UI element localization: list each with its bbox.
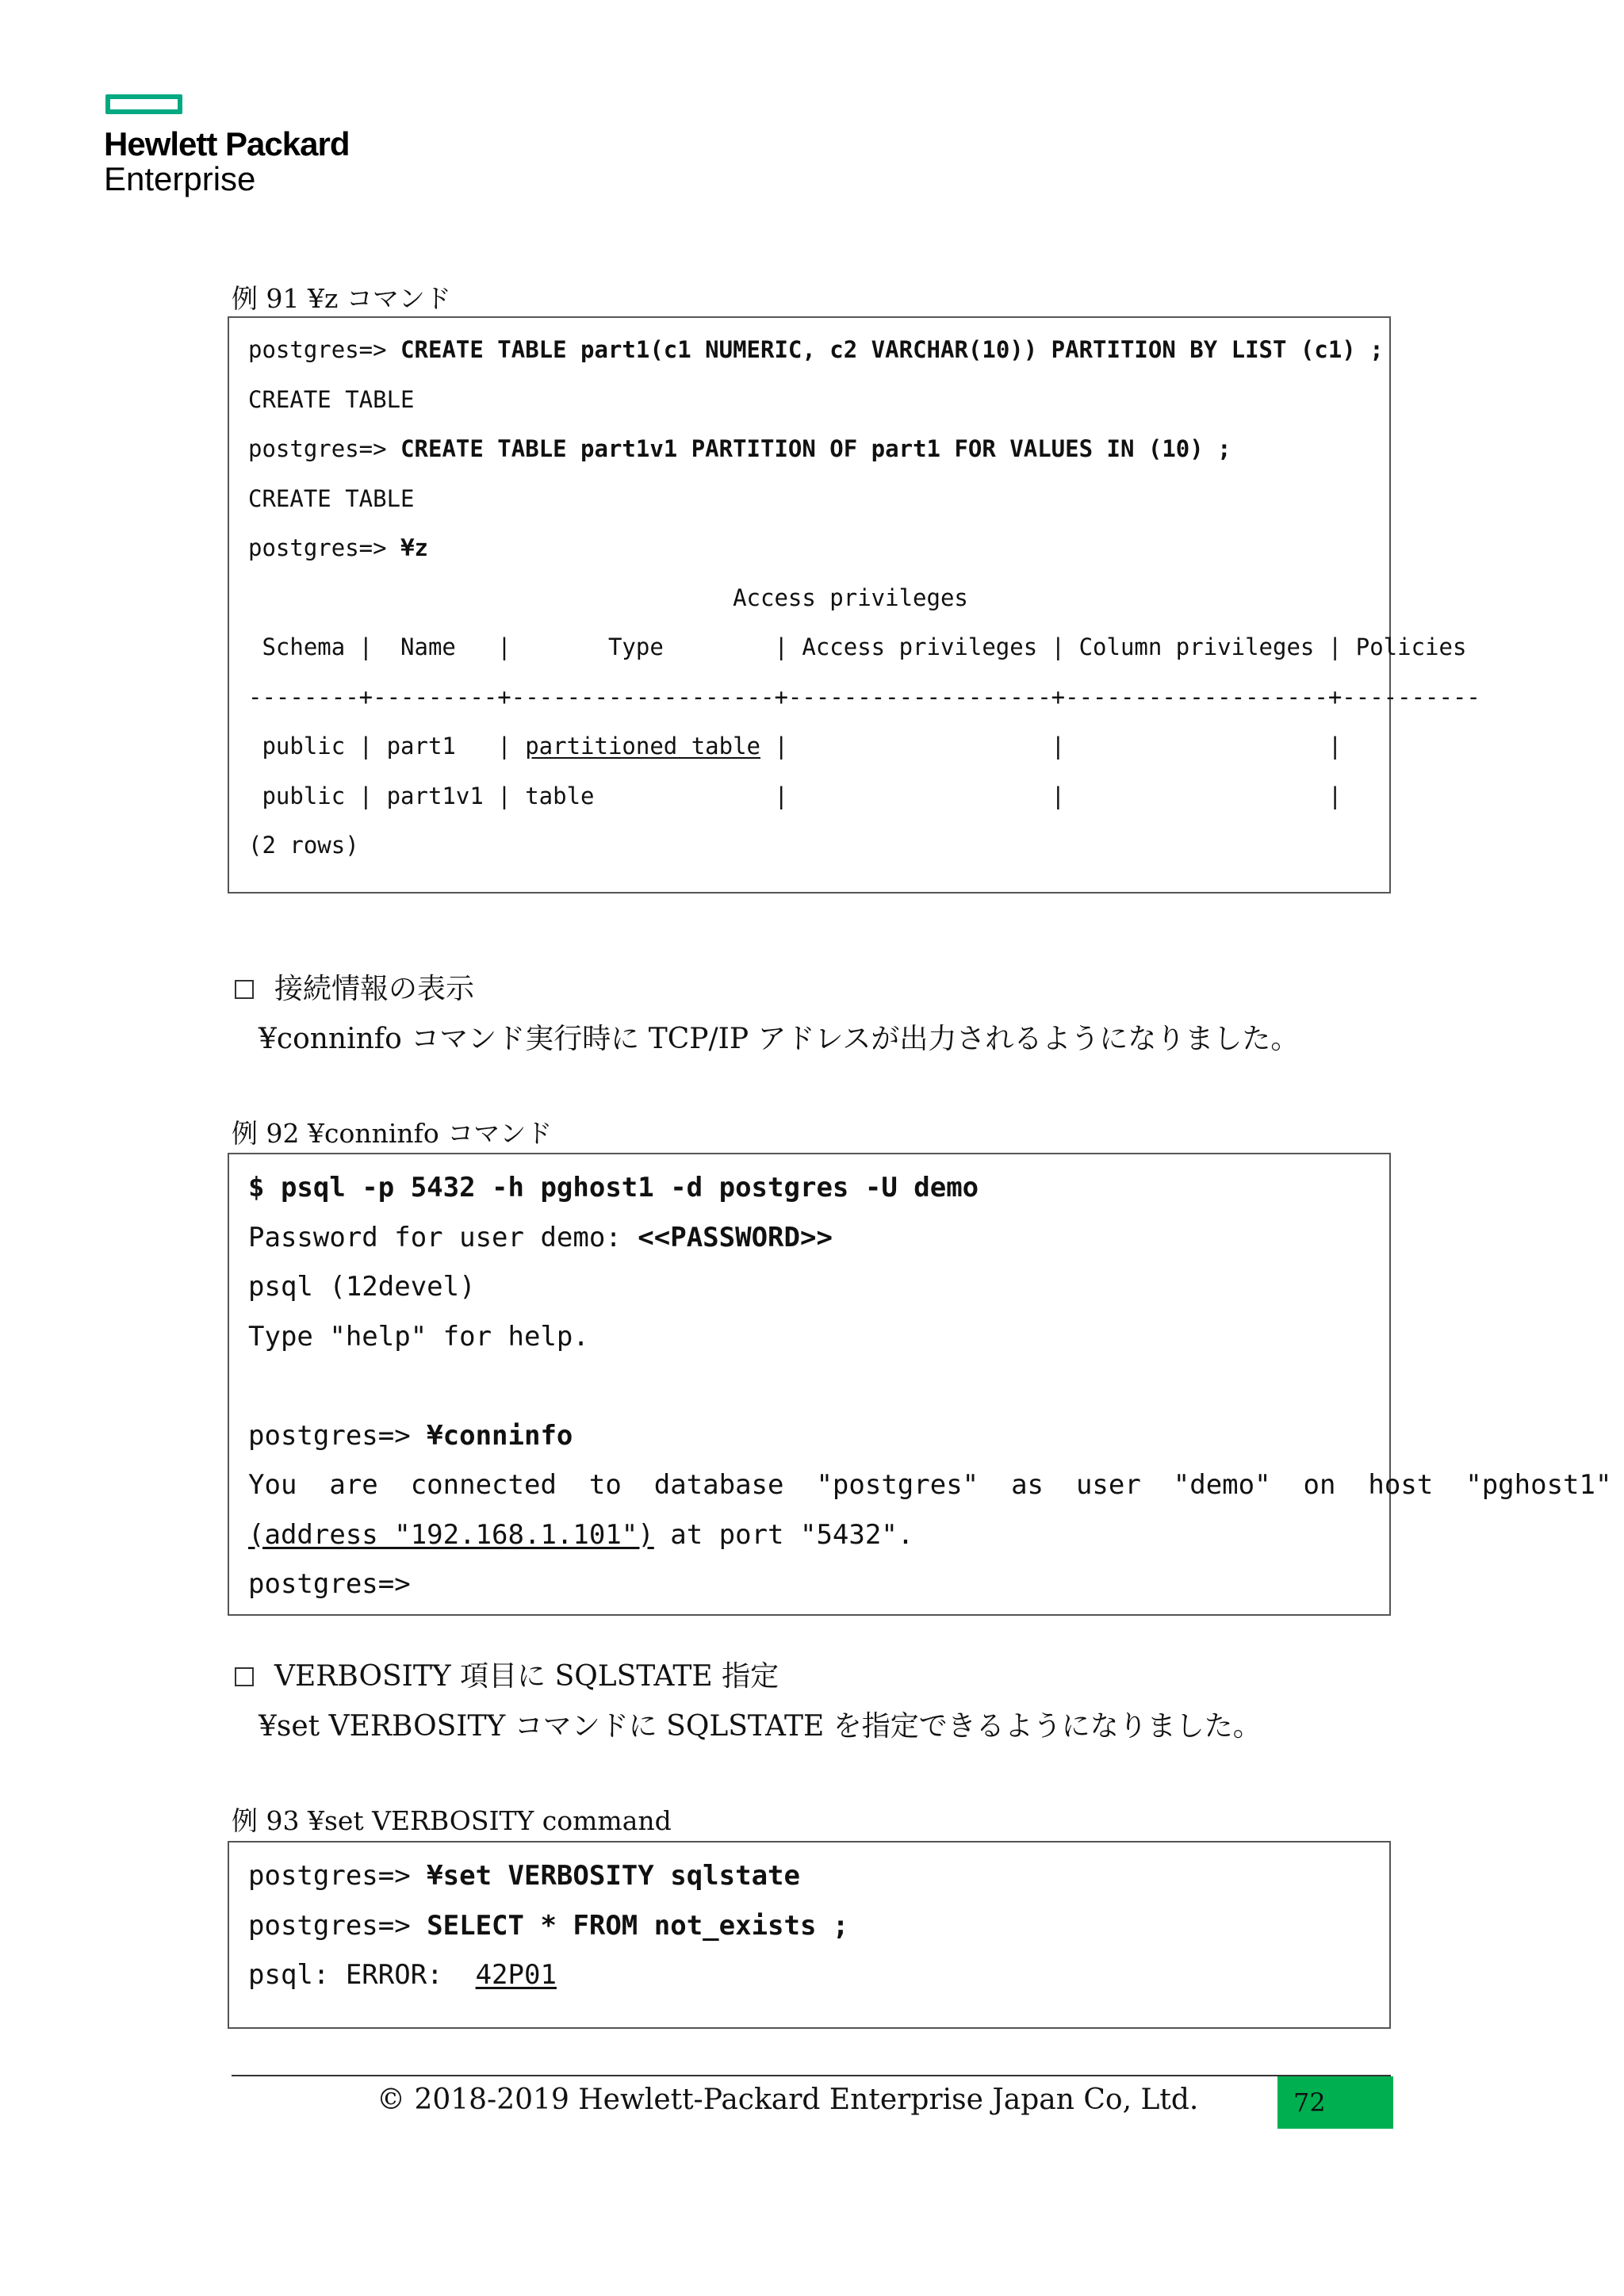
footer-copyright: © 2018-2019 Hewlett-Packard Enterprise Japan Co, Ltd.: [377, 2084, 1199, 2116]
checkbox-icon: [235, 980, 254, 999]
code-line: [248, 1568, 411, 1600]
code-text: (2 rows): [248, 832, 359, 859]
code-line: [248, 1271, 476, 1303]
section-verbosity-body: ¥set VERBOSITY コマンドに SQLSTATE を指定できるようになりました。: [259, 1710, 1262, 1743]
code-text: You are connected to database "postgres" as user "demo" on host "pghost1": [248, 1469, 1612, 1501]
example92-caption: 例 92 ¥conninfo コマンド: [232, 1118, 553, 1149]
hpe-logo: [104, 127, 349, 197]
code-prompt: Password for user demo:: [248, 1221, 638, 1253]
code-prompt: postgres=>: [248, 336, 401, 363]
section-verbosity-title: VERBOSITY 項目に SQLSTATE 指定: [274, 1660, 779, 1693]
section-conninfo-title: 接続情報の表示: [274, 973, 475, 1005]
code-line: [248, 336, 1384, 363]
code-under: (address "192.168.1.101"): [248, 1518, 654, 1551]
code-cmd: $ psql -p 5432 -h pghost1 -d postgres -U demo: [248, 1172, 979, 1203]
code-text: public | part1v1 | table | | |: [248, 782, 1342, 809]
example93-caption: 例 93 ¥set VERBOSITY command: [232, 1805, 672, 1836]
code-line: [248, 633, 1466, 660]
code-cmd: ¥set VERBOSITY sqlstate: [427, 1860, 800, 1892]
code-text: Access privileges: [248, 584, 968, 611]
code-text: postgres=>: [248, 1568, 411, 1600]
code-prompt: postgres=>: [248, 1860, 427, 1892]
code-text: CREATE TABLE: [248, 484, 415, 512]
section-conninfo-body: ¥conninfo コマンド実行時に TCP/IP アドレスが出力されるようになりました。: [259, 1023, 1300, 1055]
code-text: CREATE TABLE: [248, 385, 415, 413]
code-under: 42P01: [475, 1959, 557, 1991]
code-cmd: <<PASSWORD>>: [638, 1221, 833, 1253]
code-line: [248, 1469, 1611, 1501]
page-number: 72: [1277, 2076, 1393, 2129]
code-post: at port "5432".: [653, 1518, 914, 1551]
code-cmd: CREATE TABLE part1v1 PARTITION OF part1 FOR VALUES IN (10) ;: [400, 435, 1231, 462]
code-line: [248, 1959, 557, 1991]
code-text: Schema | Name | Type | Access privileges | Column privileges | Policies: [248, 633, 1467, 660]
code-line: [248, 1910, 848, 1942]
code-line: [248, 683, 1480, 710]
code-cmd: CREATE TABLE part1(c1 NUMERIC, c2 VARCHAR(10)) PARTITION BY LIST (c1) ;: [400, 336, 1384, 363]
code-line: [248, 1519, 914, 1551]
code-post: | | |: [760, 733, 1342, 760]
code-pre: public | part1 |: [248, 733, 526, 760]
section-verbosity-heading: [235, 1654, 779, 1694]
logo-line1: Hewlett Packard: [104, 125, 350, 163]
example92-code-box: [228, 1153, 1612, 1616]
code-cmd: ¥conninfo: [427, 1419, 573, 1452]
example91-caption: 例 91 ¥z コマンド: [232, 283, 451, 314]
code-line: [248, 1321, 589, 1353]
code-prompt: postgres=>: [248, 534, 401, 561]
code-line: [248, 485, 415, 512]
code-cmd: SELECT * FROM not_exists ;: [427, 1909, 849, 1942]
code-line: [248, 1172, 979, 1203]
code-text: Type "help" for help.: [248, 1320, 589, 1353]
code-line: [248, 386, 415, 413]
footer-divider: [232, 2075, 1391, 2076]
code-line: [248, 1222, 833, 1253]
logo-line2: Enterprise: [104, 160, 256, 198]
code-text: psql (12devel): [248, 1271, 476, 1303]
code-prompt: postgres=>: [248, 1909, 427, 1942]
code-line: [248, 832, 359, 859]
code-cmd: ¥z: [400, 534, 428, 561]
code-line: [248, 584, 968, 611]
example91-code-box: [228, 316, 1480, 894]
code-line: [248, 783, 1342, 809]
section-conninfo-heading: [235, 966, 474, 1007]
code-prompt: postgres=>: [248, 1419, 427, 1452]
example93-code-box: [228, 1841, 1391, 2029]
hpe-logo-mark: [105, 94, 182, 114]
code-line: [248, 733, 1342, 760]
checkbox-icon: [235, 1667, 254, 1686]
code-pre: psql: ERROR:: [248, 1959, 476, 1991]
code-prompt: postgres=>: [248, 435, 401, 462]
code-line: [248, 435, 1231, 462]
code-text: --------+---------+-------------------+-------------------+-------------------+----------: [248, 683, 1480, 710]
code-line: [248, 1420, 573, 1452]
code-line: [248, 1860, 800, 1892]
code-line: [248, 534, 428, 561]
code-under: partitioned table: [525, 733, 761, 760]
